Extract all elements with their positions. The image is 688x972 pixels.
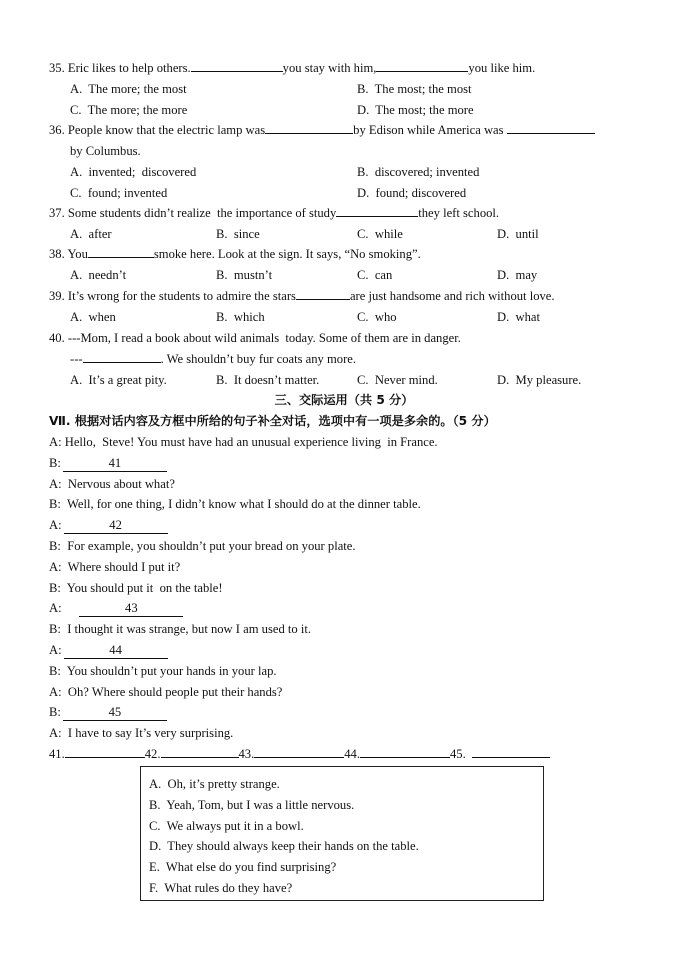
- answer-blank[interactable]: [507, 122, 595, 134]
- dialogue-line: B: You shouldn’t put your hands in your lap.: [49, 663, 277, 678]
- box-option: A. Oh, it’s pretty strange.: [149, 777, 280, 791]
- answer-blank[interactable]: [360, 746, 450, 758]
- answer-row: 41. 42. 43. 44. 45.: [49, 746, 550, 762]
- box-option: C. We always put it in a bowl.: [149, 818, 304, 833]
- option-c[interactable]: C. who: [357, 310, 397, 324]
- dialogue-line: A: Nervous about what?: [49, 476, 175, 491]
- option-d[interactable]: D. My pleasure.: [497, 373, 582, 387]
- dialogue-blank-line[interactable]: A: 42: [49, 517, 168, 534]
- question-stem: 37. Some students didn’t realize the importance of study they left school.: [49, 206, 500, 220]
- box-option: F. What rules do they have?: [149, 881, 293, 895]
- answer-blank[interactable]: [254, 746, 344, 758]
- option-a[interactable]: A. The more; the most: [70, 82, 187, 96]
- answer-blank[interactable]: [296, 288, 350, 300]
- option-d[interactable]: D. may: [497, 268, 538, 282]
- question-stem-continued: --- . We shouldn’t buy fur coats any more.: [70, 352, 357, 366]
- answer-blank[interactable]: [161, 746, 239, 758]
- answer-blank[interactable]: [376, 60, 468, 72]
- answer-blank[interactable]: [336, 205, 418, 217]
- option-b[interactable]: B. since: [216, 227, 260, 241]
- question-stem: 39. It’s wrong for the students to admire the stars are just handsome and rich without love.: [49, 289, 555, 303]
- option-c[interactable]: C. The more; the more: [70, 103, 188, 117]
- dialogue-line: B: For example, you shouldn’t put your bread on your plate.: [49, 539, 356, 553]
- question-stem: 36. People know that the electric lamp was by Edison while America was: [49, 122, 595, 138]
- option-b[interactable]: B. The most; the most: [357, 82, 472, 96]
- option-b[interactable]: B. which: [216, 310, 265, 324]
- option-b[interactable]: B. mustn’t: [216, 268, 273, 282]
- option-a[interactable]: A. invented; discovered: [70, 165, 197, 179]
- dialogue-blank-line[interactable]: A: 43: [49, 600, 183, 617]
- option-d[interactable]: D. until: [497, 227, 539, 241]
- option-a[interactable]: A. It’s a great pity.: [70, 373, 167, 387]
- section-title: 三、交际运用（共 5 分）: [274, 393, 414, 407]
- answer-blank[interactable]: [472, 746, 550, 758]
- question-stem: 38. You smoke here. Look at the sign. It says, “No smoking”.: [49, 247, 421, 261]
- option-b[interactable]: B. It doesn’t matter.: [216, 373, 320, 387]
- dialogue-line: B: I thought it was strange, but now I am used to it.: [49, 622, 311, 637]
- option-a[interactable]: A. needn’t: [70, 268, 127, 282]
- dialogue-line: A: Where should I put it?: [49, 559, 181, 574]
- options-box: [140, 766, 544, 901]
- option-c[interactable]: C. can: [357, 268, 393, 282]
- question-stem-continued: by Columbus.: [70, 144, 141, 158]
- dialogue-line: A: Oh? Where should people put their hands?: [49, 684, 283, 699]
- box-option: E. What else do you find surprising?: [149, 860, 337, 875]
- option-c[interactable]: C. Never mind.: [357, 373, 438, 387]
- dialogue-line: A: Hello, Steve! You must have had an unusual experience living in France.: [49, 435, 438, 449]
- dialogue-blank-line[interactable]: B: 45: [49, 704, 167, 721]
- option-c[interactable]: C. found; invented: [70, 186, 168, 200]
- option-a[interactable]: A. after: [70, 227, 112, 241]
- box-option: B. Yeah, Tom, but I was a little nervous.: [149, 797, 355, 812]
- dialogue-line: B: You should put it on the table!: [49, 580, 223, 595]
- option-d[interactable]: D. found; discovered: [357, 186, 467, 200]
- question-stem: 40. ---Mom, I read a book about wild animals today. Some of them are in danger.: [49, 331, 461, 345]
- answer-blank[interactable]: [191, 60, 283, 72]
- answer-blank[interactable]: [83, 351, 161, 363]
- option-a[interactable]: A. when: [70, 310, 116, 324]
- part-heading: Ⅶ. 根据对话内容及方框中所给的句子补全对话，选项中有一项是多余的。（5 分）: [49, 414, 496, 428]
- answer-blank[interactable]: [65, 746, 145, 758]
- box-option: D. They should always keep their hands on the table.: [149, 839, 419, 854]
- dialogue-line: A: I have to say It’s very surprising.: [49, 726, 234, 741]
- dialogue-line: B: Well, for one thing, I didn’t know what I should do at the dinner table.: [49, 497, 421, 512]
- option-d[interactable]: D. what: [497, 310, 541, 324]
- dialogue-blank-line[interactable]: B: 41: [49, 455, 167, 472]
- answer-blank[interactable]: [265, 122, 353, 134]
- option-c[interactable]: C. while: [357, 227, 403, 241]
- answer-blank[interactable]: [88, 246, 154, 258]
- dialogue-blank-line[interactable]: A: 44: [49, 642, 168, 659]
- option-b[interactable]: B. discovered; invented: [357, 165, 480, 179]
- question-stem: 35. Eric likes to help others. you stay with him, you like him.: [49, 61, 536, 75]
- option-d[interactable]: D. The most; the more: [357, 103, 474, 117]
